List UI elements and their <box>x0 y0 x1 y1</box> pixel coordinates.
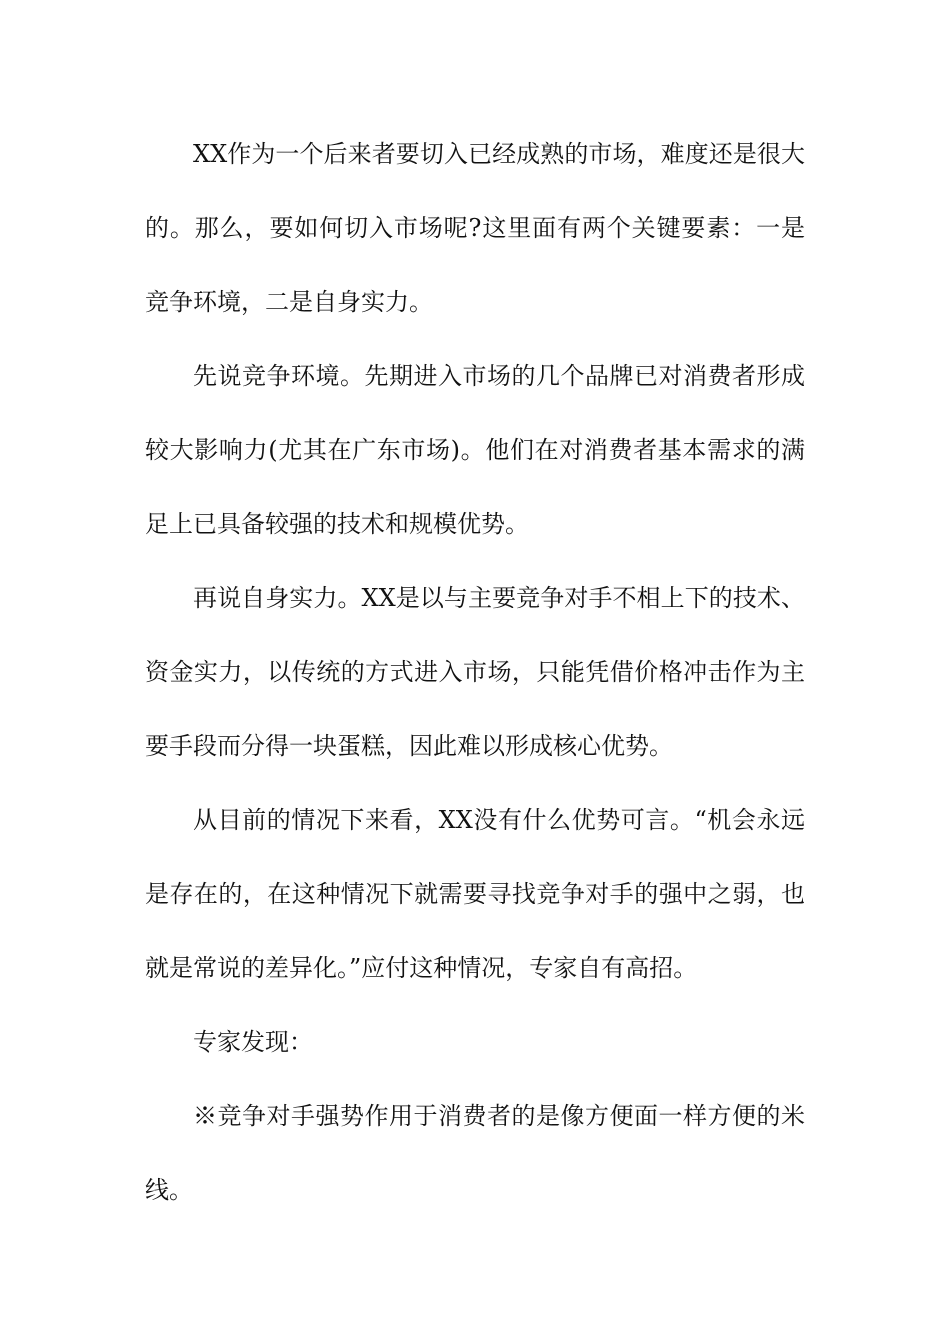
paragraph-own-strength: 再说自身实力。XX是以与主要竞争对手不相上下的技术、资金实力，以传统的方式进入市场，只能凭借价格冲击作为主要手段而分得一块蛋糕，因此难以形成核心优势。 <box>145 584 805 760</box>
paragraph-intro: XX作为一个后来者要切入已经成熟的市场，难度还是很大的。那么，要如何切入市场呢?这里面有两个关键要素：一是竞争环境，二是自身实力。 <box>145 140 805 316</box>
paragraph-finding-item: ※竞争对手强势作用于消费者的是像方便面一样方便的米线。 <box>145 1102 805 1204</box>
document-body <box>145 117 805 1227</box>
paragraph-expert-findings-heading: 专家发现： <box>193 1028 313 1056</box>
paragraph-competitive-environment: 先说竞争环境。先期进入市场的几个品牌已对消费者形成较大影响力(尤其在广东市场)。他们在对消费者基本需求的满足上已具备较强的技术和规模优势。 <box>145 362 805 538</box>
paragraph-current-situation: 从目前的情况下来看，XX没有什么优势可言。“机会永远是存在的，在这种情况下就需要寻找竞争对手的强中之弱，也就是常说的差异化。”应付这种情况，专家自有高招。 <box>145 806 805 982</box>
